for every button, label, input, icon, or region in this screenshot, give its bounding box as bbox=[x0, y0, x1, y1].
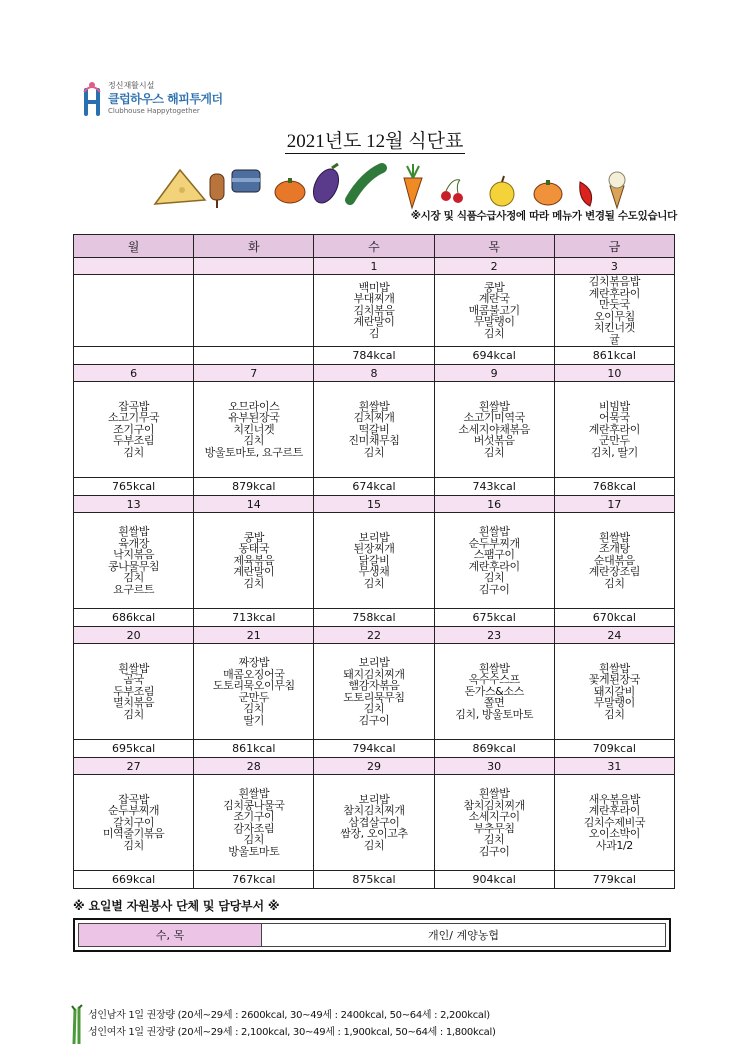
menu-item: 참치김치찌개 bbox=[463, 798, 525, 812]
date-row bbox=[74, 496, 675, 513]
logo bbox=[82, 80, 242, 120]
cheese-icon bbox=[155, 170, 205, 204]
menu-item: 닭갈비 bbox=[358, 553, 390, 567]
kcal-cell: 670kcal bbox=[554, 609, 674, 627]
eggplant-icon bbox=[308, 164, 343, 207]
corn-dog-icon bbox=[210, 174, 224, 208]
menu-item: 돈가스&소스 bbox=[464, 684, 524, 698]
date-cell: 9 bbox=[434, 365, 554, 382]
menu-table bbox=[73, 234, 675, 889]
menu-cell bbox=[554, 644, 674, 740]
volunteer-days: 수, 목 bbox=[79, 924, 262, 946]
date-cell: 2 bbox=[434, 258, 554, 275]
menu-item: 진미채무침 bbox=[348, 434, 400, 448]
menu-item: 치킨너겟 bbox=[233, 422, 275, 436]
menu-item: 계란후라이 bbox=[588, 422, 640, 436]
menu-cell bbox=[434, 513, 554, 609]
menu-cell bbox=[554, 382, 674, 478]
menu-item: 소고기무국 bbox=[108, 411, 160, 425]
kcal-cell: 779kcal bbox=[554, 871, 674, 889]
menu-item: 김구이 bbox=[478, 844, 510, 858]
menu-item: 흰쌀밥 bbox=[478, 661, 510, 675]
menu-item: 김치, 방울토마토 bbox=[455, 707, 534, 721]
kcal-cell: 713kcal bbox=[194, 609, 314, 627]
menu-cell bbox=[194, 644, 314, 740]
menu-item: 소고기미역국 bbox=[463, 411, 525, 425]
menu-cell bbox=[314, 775, 434, 871]
menu-item: 두부조림 bbox=[113, 434, 155, 448]
menu-row bbox=[74, 382, 675, 478]
date-cell: 28 bbox=[194, 758, 314, 775]
menu-item: 계란국 bbox=[478, 292, 510, 306]
menu-item: 쫄면 bbox=[483, 696, 505, 710]
menu-item: 김치콩나물국 bbox=[223, 798, 285, 812]
date-cell: 13 bbox=[74, 496, 194, 513]
menu-cell bbox=[194, 775, 314, 871]
menu-item: 감자조림 bbox=[233, 821, 275, 835]
kcal-row bbox=[74, 347, 675, 365]
menu-item: 꽃게된장국 bbox=[588, 673, 640, 687]
date-cell: 27 bbox=[74, 758, 194, 775]
menu-item: 김치 bbox=[363, 702, 385, 715]
menu-row bbox=[74, 275, 675, 347]
date-cell: 7 bbox=[194, 365, 314, 382]
pumpkin-icon bbox=[275, 178, 305, 203]
menu-item: 버섯볶음 bbox=[473, 434, 515, 448]
date-cell: 15 bbox=[314, 496, 434, 513]
menu-item: 김구이 bbox=[358, 713, 390, 727]
menu-item: 떡갈비 bbox=[358, 422, 390, 436]
menu-item: 콩밥 bbox=[243, 530, 264, 544]
menu-cell bbox=[74, 775, 194, 871]
kcal-cell: 675kcal bbox=[434, 609, 554, 627]
menu-row bbox=[74, 775, 675, 871]
date-cell: 16 bbox=[434, 496, 554, 513]
menu-item: 스팸구이 bbox=[473, 548, 515, 561]
menu-item: 매콤불고기 bbox=[468, 303, 520, 317]
kcal-row bbox=[74, 740, 675, 758]
menu-item: 김치 bbox=[363, 576, 385, 590]
kcal-cell: 861kcal bbox=[554, 347, 674, 365]
menu-item: 부대찌개 bbox=[353, 292, 395, 306]
menu-item: 삼겹살구이 bbox=[348, 815, 400, 829]
menu-item: 김치찌개 bbox=[353, 411, 395, 425]
menu-cell bbox=[434, 275, 554, 347]
date-cell: 21 bbox=[194, 627, 314, 644]
menu-item: 오므라이스 bbox=[228, 399, 280, 413]
menu-item: 어묵국 bbox=[599, 411, 630, 425]
menu-item: 계란말이 bbox=[353, 315, 395, 329]
menu-item: 계란말이 bbox=[233, 565, 275, 579]
date-cell: 31 bbox=[554, 758, 674, 775]
apple-icon bbox=[490, 176, 514, 206]
date-cell: 14 bbox=[194, 496, 314, 513]
menu-item: 김치 bbox=[123, 571, 144, 584]
date-cell: 8 bbox=[314, 365, 434, 382]
menu-item: 보리밥 bbox=[358, 792, 390, 806]
menu-item: 김치 bbox=[363, 838, 385, 852]
asparagus-icon bbox=[70, 1004, 84, 1044]
menu-item: 낙지볶음 bbox=[113, 548, 155, 561]
kcal-cell: 743kcal bbox=[434, 478, 554, 496]
date-cell: 17 bbox=[554, 496, 674, 513]
volunteer-title: ※ 요일별 자원봉사 단체 및 담당부서 ※ bbox=[73, 899, 280, 913]
menu-item: 딸기 bbox=[243, 713, 264, 727]
cucumber-icon bbox=[350, 168, 382, 200]
menu-cell bbox=[554, 775, 674, 871]
menu-row bbox=[74, 513, 675, 609]
menu-item: 흰쌀밥 bbox=[238, 787, 270, 800]
kcal-cell: 861kcal bbox=[194, 740, 314, 758]
menu-item: 방울토마토, 요구르트 bbox=[204, 445, 303, 459]
menu-item: 제육볶음 bbox=[233, 553, 275, 567]
menu-item: 곰국 bbox=[123, 673, 144, 687]
kcal-cell: 784kcal bbox=[314, 347, 434, 365]
date-row bbox=[74, 258, 675, 275]
kcal-row bbox=[74, 871, 675, 889]
menu-cell bbox=[554, 275, 674, 347]
menu-item: 돼지김치찌개 bbox=[343, 667, 405, 681]
menu-cell bbox=[314, 513, 434, 609]
date-cell: 30 bbox=[434, 758, 554, 775]
kcal-cell: 669kcal bbox=[74, 871, 194, 889]
menu-row bbox=[74, 644, 675, 740]
menu-cell bbox=[314, 644, 434, 740]
menu-item: 새우볶음밥 bbox=[588, 792, 640, 806]
date-cell: 1 bbox=[314, 258, 434, 275]
date-cell: 23 bbox=[434, 627, 554, 644]
menu-item: 군만두 bbox=[599, 434, 630, 448]
menu-change-note: ※시장 및 식품수급사정에 따라 메뉴가 변경될 수도있습니다 bbox=[410, 210, 677, 222]
menu-item: 무말랭이 bbox=[473, 315, 515, 329]
kcal-cell: 904kcal bbox=[434, 871, 554, 889]
menu-item: 김치 bbox=[363, 445, 385, 459]
menu-item: 김치 bbox=[123, 707, 144, 721]
menu-item: 소세지구이 bbox=[468, 810, 520, 823]
menu-item: 보리밥 bbox=[358, 656, 390, 669]
menu-item: 흰쌀밥 bbox=[599, 530, 630, 544]
kcal-cell: 709kcal bbox=[554, 740, 674, 758]
date-row bbox=[74, 758, 675, 775]
menu-item: 부추무침 bbox=[473, 821, 515, 835]
kcal-cell: 879kcal bbox=[194, 478, 314, 496]
date-cell: 6 bbox=[74, 365, 194, 382]
menu-item: 유부된장국 bbox=[228, 411, 280, 425]
menu-item: 콩나물무침 bbox=[108, 559, 160, 573]
menu-item: 흰쌀밥 bbox=[118, 525, 149, 538]
menu-item: 사과1/2 bbox=[595, 838, 633, 852]
date-cell: 10 bbox=[554, 365, 674, 382]
date-cell: 22 bbox=[314, 627, 434, 644]
pumpkin-icon bbox=[534, 180, 562, 205]
menu-item: 조기구이 bbox=[233, 810, 275, 823]
house-h-logo-icon bbox=[82, 80, 104, 116]
menu-item: 김치 bbox=[604, 707, 625, 721]
menu-item: 귤 bbox=[609, 332, 620, 346]
menu-item: 참치김치찌개 bbox=[343, 804, 405, 818]
volunteer-table bbox=[73, 918, 671, 952]
menu-item: 갈치구이 bbox=[113, 815, 155, 829]
menu-cell bbox=[194, 513, 314, 609]
kcal-cell: 695kcal bbox=[74, 740, 194, 758]
menu-item: 김치수제비국 bbox=[583, 815, 646, 829]
date-cell: 24 bbox=[554, 627, 674, 644]
page-title: 2021년도 12월 식단표 bbox=[286, 131, 464, 152]
menu-cell bbox=[554, 513, 674, 609]
weekday-header: 수 bbox=[314, 235, 434, 258]
menu-item: 김치 bbox=[243, 576, 264, 590]
kcal-cell: 674kcal bbox=[314, 478, 434, 496]
menu-item: 김치 bbox=[483, 445, 505, 459]
menu-item: 흰쌀밥 bbox=[118, 661, 149, 675]
menu-cell bbox=[194, 275, 314, 347]
menu-item: 순대볶음 bbox=[593, 553, 635, 567]
menu-item: 김치 bbox=[123, 838, 144, 852]
weekday-header-row bbox=[74, 235, 675, 258]
menu-item: 햄감자볶음 bbox=[348, 679, 400, 692]
kcal-cell: 869kcal bbox=[434, 740, 554, 758]
menu-item: 잡곡밥 bbox=[118, 792, 149, 806]
kcal-cell: 768kcal bbox=[554, 478, 674, 496]
menu-item: 매콤오징어국 bbox=[223, 667, 285, 681]
menu-item: 김치 bbox=[243, 434, 264, 448]
menu-item: 흰쌀밥 bbox=[478, 399, 510, 413]
menu-item: 흰쌀밥 bbox=[599, 661, 630, 675]
menu-item: 도토리묵오이무침 bbox=[212, 679, 295, 692]
kcal-cell: 694kcal bbox=[434, 347, 554, 365]
menu-item: 김 bbox=[368, 326, 380, 340]
menu-item: 계란후라이 bbox=[468, 559, 520, 573]
cherry-icon bbox=[441, 180, 463, 203]
menu-cell bbox=[74, 382, 194, 478]
logo-english-text: Clubhouse Happytogether bbox=[108, 107, 200, 115]
menu-item: 방울토마토 bbox=[228, 844, 280, 858]
menu-item: 계란후라이 bbox=[588, 286, 640, 300]
menu-item: 콩밥 bbox=[483, 280, 505, 294]
date-row bbox=[74, 627, 675, 644]
menu-item: 순두부찌개 bbox=[468, 536, 520, 550]
kcal-cell bbox=[194, 347, 314, 365]
menu-item: 순두부찌개 bbox=[108, 804, 160, 818]
pepper-icon bbox=[580, 182, 592, 206]
menu-item: 옥수수스프 bbox=[468, 673, 520, 687]
date-cell: 29 bbox=[314, 758, 434, 775]
menu-item: 김구이 bbox=[478, 582, 510, 596]
date-cell bbox=[74, 258, 194, 275]
kcal-cell: 686kcal bbox=[74, 609, 194, 627]
menu-cell bbox=[434, 775, 554, 871]
menu-item: 김치, 딸기 bbox=[590, 445, 638, 459]
menu-item: 미역줄기볶음 bbox=[102, 827, 165, 841]
menu-item: 육개장 bbox=[118, 536, 149, 550]
menu-item: 김치 bbox=[483, 326, 505, 340]
menu-item: 흰쌀밥 bbox=[478, 525, 510, 538]
menu-cell bbox=[194, 382, 314, 478]
menu-cell bbox=[434, 644, 554, 740]
menu-item: 군만두 bbox=[238, 690, 270, 704]
menu-item: 오이소박이 bbox=[588, 827, 640, 841]
menu-item: 된장찌개 bbox=[353, 542, 395, 556]
menu-item: 소세지야채볶음 bbox=[458, 422, 530, 436]
menu-item: 흰쌀밥 bbox=[478, 787, 510, 800]
kcal-cell: 765kcal bbox=[74, 478, 194, 496]
menu-item: 오이무침 bbox=[593, 309, 635, 323]
menu-item: 돼지갈비 bbox=[593, 684, 635, 698]
menu-item: 치킨너겟 bbox=[593, 321, 635, 334]
menu-item: 도토리묵무침 bbox=[343, 690, 405, 704]
kcal-row bbox=[74, 609, 675, 627]
lunchbox-icon bbox=[232, 170, 260, 192]
menu-item: 계란장조림 bbox=[588, 565, 640, 579]
menu-item: 동태국 bbox=[238, 542, 270, 556]
kcal-row bbox=[74, 478, 675, 496]
logo-small-text: 정신재활시설 bbox=[108, 81, 155, 90]
kcal-cell bbox=[74, 347, 194, 365]
menu-cell bbox=[74, 275, 194, 347]
logo-main-text: 클럽하우스 해피투게더 bbox=[108, 92, 223, 106]
menu-item: 보리밥 bbox=[358, 530, 390, 544]
menu-item: 두부조림 bbox=[113, 684, 155, 698]
female-recommended-intake: 성인여자 1일 권장량 (20세~29세 : 2,100kcal, 30~49세 : 1,900kcal, 50~64세 : 1,800kcal) bbox=[88, 1027, 496, 1038]
menu-item: 만둣국 bbox=[599, 298, 630, 311]
kcal-cell: 875kcal bbox=[314, 871, 434, 889]
menu-item: 김치 bbox=[483, 571, 505, 584]
menu-item: 잡곡밥 bbox=[118, 399, 149, 413]
menu-item: 계란후라이 bbox=[588, 804, 640, 818]
menu-cell bbox=[74, 644, 194, 740]
date-cell: 3 bbox=[554, 258, 674, 275]
menu-item: 조기구이 bbox=[113, 422, 155, 436]
menu-item: 김치 bbox=[483, 833, 505, 846]
menu-item: 김치 bbox=[604, 576, 625, 590]
menu-cell bbox=[314, 382, 434, 478]
menu-item: 김치 bbox=[243, 702, 264, 715]
date-row bbox=[74, 365, 675, 382]
male-recommended-intake: 성인남자 1일 권장량 (20세~29세 : 2600kcal, 30~49세 : 2400kcal, 50~64세 : 2,200kcal) bbox=[88, 1010, 490, 1021]
weekday-header: 목 bbox=[434, 235, 554, 258]
menu-item: 흰쌀밥 bbox=[358, 399, 390, 413]
menu-item: 무생채 bbox=[358, 565, 390, 579]
menu-item: 멸치볶음 bbox=[113, 696, 155, 710]
menu-item: 조개탕 bbox=[599, 542, 630, 556]
ice-cream-icon bbox=[609, 172, 625, 208]
menu-item: 김치볶음밥 bbox=[588, 275, 640, 288]
weekday-header: 월 bbox=[74, 235, 194, 258]
menu-item: 백미밥 bbox=[358, 280, 390, 294]
menu-item: 짜장밥 bbox=[238, 656, 270, 669]
menu-cell bbox=[314, 275, 434, 347]
kcal-cell: 767kcal bbox=[194, 871, 314, 889]
volunteer-org: 개인/ 계양농협 bbox=[428, 929, 499, 942]
menu-item: 쌈장, 오이고추 bbox=[340, 827, 408, 841]
kcal-cell: 794kcal bbox=[314, 740, 434, 758]
menu-item: 김치 bbox=[123, 445, 144, 459]
menu-item: 비빔밥 bbox=[599, 399, 630, 413]
menu-item: 요구르트 bbox=[113, 582, 155, 596]
menu-item: 김치볶음 bbox=[353, 303, 395, 317]
carrot-icon bbox=[404, 164, 422, 208]
menu-cell bbox=[434, 382, 554, 478]
menu-item: 무말랭이 bbox=[593, 696, 635, 710]
menu-cell bbox=[74, 513, 194, 609]
kcal-cell: 758kcal bbox=[314, 609, 434, 627]
date-cell: 20 bbox=[74, 627, 194, 644]
weekday-header: 금 bbox=[554, 235, 674, 258]
weekday-header: 화 bbox=[194, 235, 314, 258]
menu-item: 김치 bbox=[243, 833, 264, 846]
food-decoration-strip bbox=[150, 156, 670, 210]
date-cell bbox=[194, 258, 314, 275]
